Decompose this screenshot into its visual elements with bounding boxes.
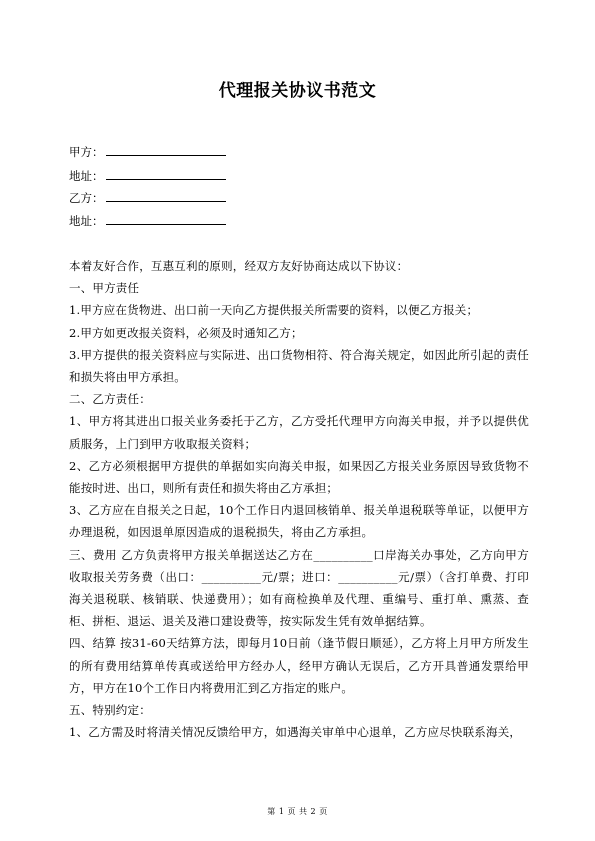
party-b-field <box>69 190 226 205</box>
party-b-address-label: 地址： <box>69 214 104 228</box>
party-b-address-blank <box>106 213 226 225</box>
clause-paragraph: 3、乙方应在自报关之日起，10个工作日内退回核销单、报关单退税联等单证，以便甲方办理退税，如因退单原因造成的退税损失，将由乙方承担。 <box>69 503 529 540</box>
party-b-address-field <box>69 213 226 228</box>
party-a-label: 甲方： <box>69 145 104 159</box>
clause-paragraph: 1.甲方应在货物进、出口前一天向乙方提供报关所需要的资料，以便乙方报关； <box>69 303 479 318</box>
party-b-label: 乙方： <box>69 191 104 205</box>
party-a-address-label: 地址： <box>69 169 104 183</box>
party-a-address-blank <box>106 168 226 180</box>
party-a-field <box>69 144 226 159</box>
party-a-address-field <box>69 168 226 183</box>
party-b-blank <box>106 190 226 202</box>
section-heading: 二、乙方责任： <box>69 392 151 407</box>
settlement-paragraph: 四、结算 按31-60天结算方法，即每月10日前（逢节假日顺延），乙方将上月甲方所发生的所有费用结算单传真或送给甲方经办人，经甲方确认无误后，乙方开具普通发票给甲方，甲方在10个工作日内将费用汇到乙方指定的账户。 <box>69 636 529 695</box>
clause-paragraph: 1、乙方需及时将清关情况反馈给甲方，如遇海关审单中心退单，乙方应尽快联系海关， <box>69 725 522 740</box>
party-a-blank <box>106 144 226 156</box>
section-heading: 一、甲方责任 <box>69 281 140 296</box>
clause-paragraph: 1、甲方将其进出口报关业务委托于乙方，乙方受托代理甲方向海关申报，并予以提供优质服务，上门到甲方收取报关资料； <box>69 414 529 451</box>
clause-paragraph: 3.甲方提供的报关资料应与实际进、出口货物相符、符合海关规定，如因此所引起的责任和损失将由甲方承担。 <box>69 347 529 385</box>
document-title: 代理报关协议书范文 <box>218 81 377 101</box>
page-footer: 第 1 页 共 2 页 <box>267 807 328 816</box>
clause-paragraph: 2、乙方必须根据甲方提供的单据如实向海关申报，如果因乙方报关业务原因导致货物不能按时进、出口，则所有责任和损失将由乙方承担； <box>69 458 529 496</box>
clause-paragraph: 2.甲方如更改报关资料，必须及时通知乙方； <box>69 325 303 340</box>
section-heading: 五、特别约定： <box>69 703 151 718</box>
agreement-body <box>69 255 529 743</box>
fees-paragraph: 三、费用 乙方负责将甲方报关单据送达乙方在__________口岸海关办事处，乙方向甲方收取报关劳务费（出口：__________元/票；进口：__________元/票）（含打单费、打印海关退税联、核销联、快递费用）；如有商检换单及代理、重编号、重打单、熏蒸、查柜、拼柜、退运、退关及港口建设费等，按实际发生凭有效单据结算。 <box>69 547 529 629</box>
intro-paragraph: 本着友好合作，互惠互利的原则，经双方友好协商达成以下协议： <box>69 259 409 273</box>
